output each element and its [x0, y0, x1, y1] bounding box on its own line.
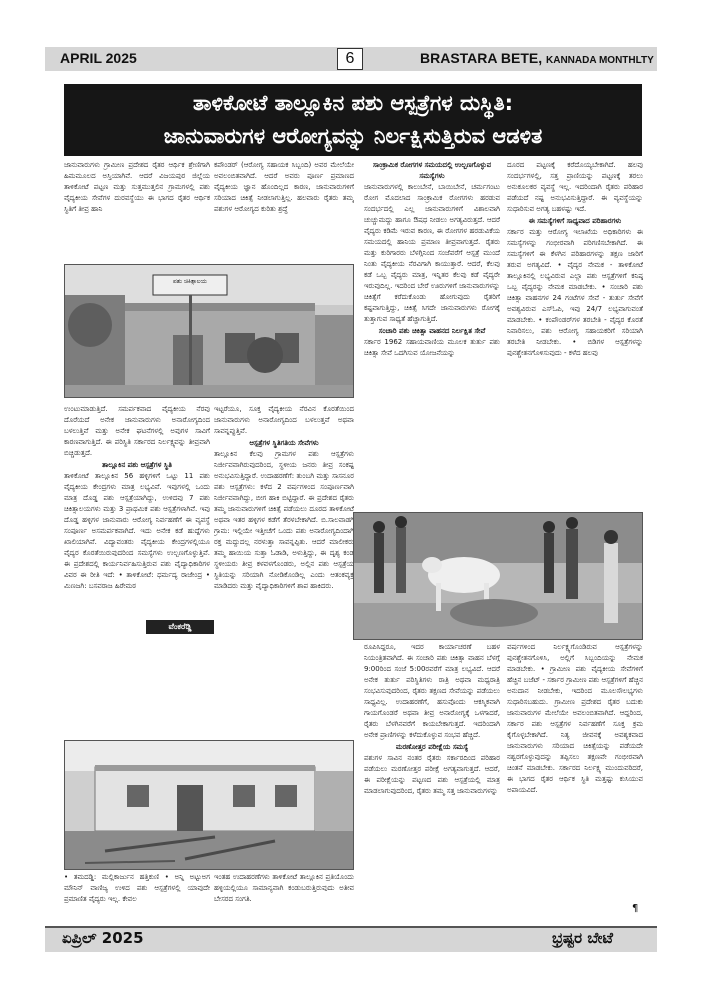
- paragraph: ರೂಪಿಸಿದ್ದರೂ, ಇದರ ಕಾರ್ಯಾಚರಣೆ ಬಹಳ ನಿಯಂತ್ರಿತವಾಗಿದೆ. ಈ ಸಂಚಾರಿ ಪಶು ಚಿಕಿತ್ಸಾ ವಾಹನ ಬೆಳಗ್ಗೆ 9:00ರಿಂದ ಸಂಜೆ 5:00ರವರೆಗೆ ಮಾತ್ರ ಲಭ್ಯವಿದೆ. ಆದರೆ ಅನೇಕ ತುರ್ತು ಪರಿಸ್ಥಿತಿಗಳು ರಾತ್ರಿ ಅಥವಾ ಮಧ್ಯರಾತ್ರಿ ಸಂಭವಿಸುವುದರಿಂದ, ರೈತರು ತಕ್ಷಣದ ಸೇವೆಯನ್ನು ಪಡೆಯಲು ಸಾಧ್ಯವಿಲ್ಲ. ಉದಾಹರಣೆಗೆ, ಹಸುವೊಂದು ಆಕಸ್ಮಿಕವಾಗಿ ಗಾಯಗೊಂಡರೆ ಅಥವಾ ತೀವ್ರ ಅನಾರೋಗ್ಯಕ್ಕೆ ಒಳಗಾದರೆ, ರೈತರು ಬೆಳಗಿನವರೆಗೆ ಕಾಯಬೇಕಾಗುತ್ತದೆ. ಇದರಿಂದಾಗಿ ಅನೇಕ ಪ್ರಾಣಿಗಳನ್ನು ಕಳೆದುಕೊಳ್ಳುವ ಸಂಭವ ಹೆಚ್ಚಿದೆ.: [364, 643, 500, 739]
- old-building-illustration: [65, 741, 354, 870]
- headline-line-2: ಜಾನುವಾರುಗಳ ಆರೋಗ್ಯವನ್ನು ನಿರ್ಲಕ್ಷಿಸುತ್ತಿರುವ ಆಡಳಿತ: [163, 124, 543, 148]
- column-4-bottom: [507, 642, 643, 904]
- paragraph: ಇಂತಹ ಉದಾಹರಣೆಗಳು ತಾಳಿಕೋಟೆ ತಾಲ್ಲೂಕಿನ ಪ್ರತಿಯೊಂದು ಹಳ್ಳಿಯಲ್ಲಿಯೂ ಸಾಮಾನ್ಯವಾಗಿ ಕಂಡುಬರುತ್ತಿರುವುದು ಅತೀವ ಬೇಸರದ ಸಂಗತಿ.: [214, 873, 354, 903]
- column-2-top: [214, 160, 354, 264]
- subheading: ಆಸ್ಪತ್ರೆಗಳ ಸ್ಥಿತಿಗತಿಯ ಸೇವೆಗಳು: [249, 439, 319, 447]
- paragraph: ಪಶುಗಳ ಸಾವಿನ ನಂತರ ರೈತರು ಸರ್ಕಾರದಿಂದ ಪರಿಹಾರ ಪಡೆಯಲು ಮರಣೋತ್ತರ ಪರೀಕ್ಷೆ ಅಗತ್ಯವಾಗುತ್ತದೆ. ಆದರೆ, ಈ ಪರೀಕ್ಷೆಯನ್ನು ಪಟ್ಟಣದ ಪಶು ಆಸ್ಪತ್ರೆಯಲ್ಲಿ ಮಾತ್ರ ಮಾಡಲಾಗುವುದರಿಂದ, ರೈತರು ತಮ್ಮ ಸತ್ತ ಜಾನುವಾರುಗಳನ್ನು: [364, 754, 500, 795]
- paragraph: ತಾಲ್ಲೂಕಿನ ಕೆಲವು ಗ್ರಾಮಗಳ ಪಶು ಆಸ್ಪತ್ರೆಗಳು ನಿರ್ಜೀವವಾಗಿರುವುದರಿಂದ, ಸ್ಥಳೀಯ ಜನರು ತೀವ್ರ ಸಂಕಷ್ಟ ಅನುಭವಿಸುತ್ತಿದ್ದಾರೆ. ಉದಾಹರಣೆಗೆ: ತುಂಬಗಿ ಮತ್ತು ಸಾಸನೂರ ಪಶು ಆಸ್ಪತ್ರೆಗಳು: ಕಳೆದ 2 ವರ್ಷಗಳಿಂದ ಸಂಪೂರ್ಣವಾಗಿ ನಿರ್ಜೀವವಾಗಿದ್ದು, ಬೀಗ ಹಾಕಿ ಬಿಟ್ಟಿದ್ದಾರೆ. ಈ ಪ್ರದೇಶದ ರೈತರು ತಮ್ಮ ಜಾನುವಾರುಗಳಿಗೆ ಚಿಕಿತ್ಸೆ ಪಡೆಯಲು ದೂರದ ತಾಳಿಕೋಟೆ ಅಥವಾ ಇತರ ಹಳ್ಳಿಗಳ ಕಡೆಗೆ ತೆರಳಬೇಕಾಗಿದೆ. ಬಿ.ಸಾಲವಾಡಗಿ ಗ್ರಾಮ: ಇಲ್ಲಿಯೇ ಇತ್ತೀಚೆಗೆ ಒಂದು ಪಶು ಅನಾರೋಗ್ಯದಿಂದಾಗಿ ರಕ್ತ ಮದ್ದುದಲ್ಲ ನರಳುತ್ತಾ ಸಾವನ್ನಪ್ಪಿತು. ಆದರೆ ಮಾಲೀಕರು ತಮ್ಮ ಹಾಯಿಯ ಸುತ್ತಾ ಓಡಾಡಿ, ಅಳುತ್ತಿದ್ದು, ಈ ದೃಶ್ಯ ಕಂಡ ಸ್ಥಳೀಯರು ತೀವ್ರ ಕಳವಳಗೊಂಡರು, ಅಲ್ಲಿನ ಪಶು ಆಸ್ಪತ್ರೆಯ ಸ್ಥಿತಿಯನ್ನು ಸರಿಯಾಗಿ ನೋಡಿಕೊಂಡಿಲ್ಲ ಎಂದು ಆತಂಕವ್ಯಕ್ತ ಮಾಡಿದರು ಮತ್ತು ವೈದ್ಯಾಧಿಕಾರಿಗಳಿಗೆ ಶಾಪ ಹಾಕಿದರು.: [214, 450, 354, 590]
- photo-sign-text: ಪಶು ಚಿಕಿತ್ಸಾಲಯ: [173, 278, 207, 285]
- paragraph: ಸರ್ಕಾರ 1962 ಸಹಾಯವಾಣಿಯ ಮೂಲಕ ತುರ್ತು ಪಶು ಚಿಕಿತ್ಸಾ ಸೇವೆ ಒದಗಿಸುವ ಯೋಜನೆಯನ್ನು: [364, 338, 500, 357]
- paragraph: ವರ್ಷಗಳಿಂದ ನಿರ್ಲಕ್ಷ್ಯಗೊಂಡಿರುವ ಆಸ್ಪತ್ರೆಗಳನ್ನು ಪುನಶ್ಚೇತನಗೊಳಿಸಿ, ಅಲ್ಲಿಗೆ ಸಿಬ್ಬಂದಿಯನ್ನು ನೇಮಕ ಮಾಡಬೇಕು. • ಗ್ರಾಮೀಣ ಪಶು ವೈದ್ಯಕೀಯ ಸೇವೆಗಳಿಗೆ ಹೆಚ್ಚಿನ ಬಜೆಟ್ - ಸರ್ಕಾರ ಗ್ರಾಮೀಣ ಪಶು ಆಸ್ಪತ್ರೆಗಳಿಗೆ ಹೆಚ್ಚಿನ ಅನುದಾನ ನೀಡಬೇಕು, ಇದರಿಂದ ಮೂಲಸೌಲಭ್ಯಗಳು ಸುಧಾರಿಸಬಹುದು. ಗ್ರಾಮೀಣ ಪ್ರದೇಶದ ರೈತರ ಬದುಕು ಜಾನುವಾರುಗಳ ಮೇಲೆಯೇ ಅವಲಂಬಿತವಾಗಿದೆ. ಆದ್ದರಿಂದ, ಸರ್ಕಾರ ಪಶು ಆಸ್ಪತ್ರೆಗಳ ನಿರ್ವಹಣೆಗೆ ಸೂಕ್ತ ಕ್ರಮ ಕೈಗೊಳ್ಳಬೇಕಾಗಿದೆ. ನಿತ್ಯ ಜೀವನಕ್ಕೆ ಅವಶ್ಯಕವಾದ ಜಾನುವಾರುಗಳು ಸರಿಯಾದ ಚಿಕಿತ್ಸೆಯನ್ನು ಪಡೆಯದೇ ನಶ್ವರಗೊಳ್ಳುವುದನ್ನು ತಪ್ಪಿಸಲು ತಕ್ಷಣವೇ ಗಂಭೀರವಾಗಿ ಚಿಂತನೆ ಮಾಡಬೇಕು. ಸರ್ಕಾರದ ನಿರ್ಲಕ್ಷ್ಯ ಮುಂದುವರಿದರೆ, ಈ ಭಾಗದ ರೈತರ ಆರ್ಥಿಕ ಸ್ಥಿತಿ ಮತ್ತಷ್ಟು ಕುಸಿಯುವ ಅಪಾಯವಿದೆ.: [507, 643, 643, 794]
- column-1-middle: [64, 404, 210, 734]
- column-1-bottom: [64, 872, 210, 920]
- photo-cattle-crowd: [353, 512, 643, 640]
- subheading: ಸಾಂಕ್ರಾಮಿಕ ರೋಗಗಳ ಸಮಯದಲ್ಲಿ ಉಲ್ಬಣಗೊಳ್ಳುವ ಸಮಸ್ಯೆಗಳು: [372, 161, 492, 180]
- subheading: ಈ ಸಮಸ್ಯೆಗಳಿಗೆ ಸಾಧ್ಯವಾದ ಪರಿಹಾರಗಳು: [528, 217, 622, 225]
- paragraph: ಜಾನುವಾರುಗಳಲ್ಲಿ ಕಾಲುಬೇನೆ, ಬಾಯಿಬೇನೆ, ಚರ್ಮಗಂಟು ರೋಗ ಮೊದಲಾದ ಸಾಂಕ್ರಾಮಿಕ ರೋಗಗಳು ಹರಡುವ ಸಂದರ್ಭದಲ್ಲಿ ಎಲ್ಲ ಜಾನುವಾರುಗಳಿಗೆ ವಿಶಾಲವಾಗಿ ಚುಚ್ಚುಮದ್ದು ಹಾಗೂ ಔಷಧ ನೀಡಲು ಅಗತ್ಯವಿರುತ್ತದೆ. ಆದರೆ ವೈದ್ಯರು ಕಡಿಮೆ ಇರುವ ಕಾರಣ, ಈ ರೋಗಗಳ ಹರಡುವಿಕೆಯ ಸಮಯದಲ್ಲಿ ಹಾನಿಯ ಪ್ರಮಾಣ ತೀವ್ರವಾಗುತ್ತದೆ. ರೈತರು ಮತ್ತು ಕುರಿಗಾರರು ಬೆಳಗ್ಗಿನಿಂದ ಸಂಜೆವರೆಗೆ ಆಸ್ಪತ್ರೆ ಮುಂದೆ ನಿಂತು ವೈದ್ಯಕೀಯ ನೆರವಿಗಾಗಿ ಕಾಯುತ್ತಾರೆ. ಆದರೆ, ಕೆಲವು ಕಡೆ ಒಬ್ಬ ವೈದ್ಯರು ಮಾತ್ರ, ಇನ್ನಿತರ ಕೆಲವು ಕಡೆ ವೈದ್ಯರೇ ಇರುವುದಿಲ್ಲ. ಇದರಿಂದ ಬೇರೆ ಊರುಗಳಿಗೆ ಜಾನುವಾರುಗಳನ್ನು ಚಿಕಿತ್ಸೆಗೆ ಕರೆದುಕೊಂಡು ಹೋಗುವುದು ರೈತರಿಗೆ ಕಷ್ಟವಾಗುತ್ತಿದ್ದು, ಚಿಕಿತ್ಸೆ ಸಿಗದೇ ಜಾನುವಾರುಗಳು ರೋಗಕ್ಕೆ ತುತ್ತಾಗುವ ಸಾಧ್ಯತೆ ಹೆಚ್ಚಾಗುತ್ತಿದೆ.: [364, 183, 500, 323]
- end-of-article-mark: ¶: [632, 903, 639, 914]
- paragraph: ಸರ್ಕಾರ ಮತ್ತು ಆರೋಗ್ಯ ಇಲಾಖೆಯ ಅಧಿಕಾರಿಗಳು ಈ ಸಮಸ್ಯೆಗಳನ್ನು ಗಂಭೀರವಾಗಿ ಪರಿಗಣಿಸಬೇಕಾಗಿದೆ. ಈ ಸಮಸ್ಯೆಗಳಿಗೆ ಈ ಕೆಳಗಿನ ಪರಿಹಾರಗಳನ್ನು ತಕ್ಷಣ ಜಾರಿಗೆ ತರುವ ಅಗತ್ಯವಿದೆ. • ವೈದ್ಯರ ನೇಮಕ - ತಾಳಿಕೋಟೆ ತಾಲ್ಲೂಕಿನಲ್ಲಿ ಲಭ್ಯವಿರುವ ಎಲ್ಲಾ ಪಶು ಆಸ್ಪತ್ರೆಗಳಿಗೆ ಕನಿಷ್ಠ ಒಬ್ಬ ವೈದ್ಯರನ್ನು ನೇಮಕ ಮಾಡಬೇಕು. • ಸಂಚಾರಿ ಪಶು ಚಿಕಿತ್ಸಾ ವಾಹನಗಳ 24 ಗಂಟೆಗಳ ಸೇವೆ - ತುರ್ತು ಸೇವೆಗೆ ಅವಶ್ಯವಿರುವ ಎಸ್‌ಓಪಿ, ಇವು 24/7 ಲಭ್ಯವಾಗುವಂತೆ ಮಾಡಬೇಕು. • ಕಂಪೌಂಡರ್‌ಗಳ ತರಬೇತಿ - ವೈದ್ಯರ ಕೊರತೆ ನಿವಾರಿಸಲು, ಪಶು ಆರೋಗ್ಯ ಸಹಾಯಕರಿಗೆ ಸರಿಯಾಗಿ ತರಬೇತಿ ನೀಡಬೇಕು. • ಬಿಡಿಗಳ ಆಸ್ಪತ್ರೆಗಳನ್ನು ಪುನಶ್ಚೇತನಗೊಳಿಸುವುದು - ಕಳೆದ ಹಲವು: [507, 228, 643, 357]
- column-2-middle: [214, 404, 354, 734]
- magazine-name: [420, 50, 654, 66]
- photo-veterinary-building: [64, 264, 354, 398]
- photo-old-hospital-building: [64, 740, 354, 870]
- paragraph: • ತಮದಡ್ಡಿ: ಮಲ್ಲಿಕಾರ್ಜುನ ಹತ್ತಿಕುಣಿ • ಅನ್ನಿ ಅಟ್ಟುಅಗ ಮೌನಿನ್ ವಾಣಿಜ್ಯ ಉಳಿದ ಪಶು ಆಸ್ಪತ್ರೆಗಳಲ್ಲಿ ಯಾವುದೇ ಪ್ರಮಾಣಿತ ವೈದ್ಯರು ಇಲ್ಲ. ಕೇವಲ: [64, 873, 210, 903]
- subheading: ಮರಣೋತ್ತರ ಪರೀಕ್ಷೆಯ ಸಮಸ್ಯೆ: [395, 743, 469, 751]
- footer-date: ಏಪ್ರಿಲ್ 2025: [62, 929, 144, 947]
- column-3-bottom: [364, 642, 500, 912]
- magazine-subtitle: KANNADA MONTHLTY: [546, 55, 654, 66]
- headline-banner: [64, 84, 642, 156]
- paragraph: ಇಟ್ಟರೆಯೂ, ಸೂಕ್ತ ವೈದ್ಯಕೀಯ ನೆರವಿನ ಕೊರತೆಯಿಂದ ಜಾನುವಾರುಗಳು ಅನಾರೋಗ್ಯದಿಂದ ಬಳಲುತ್ತವೆ ಅಥವಾ ಸಾವನ್ನಪ್ಪುತ್ತಿವೆ.: [214, 405, 354, 435]
- page-number: 6: [337, 48, 363, 70]
- footer-title: ಭ್ರಷ್ಟರ ಬೇಟೆ: [552, 929, 613, 947]
- subheading: ತಾಲ್ಲೂಕಿನ ಪಶು ಆಸ್ಪತ್ರೆಗಳ ಸ್ಥಿತಿ: [102, 461, 172, 469]
- column-4-top: [507, 160, 643, 512]
- paragraph: ಉಂಟುಮಾಡುತ್ತಿದೆ. ಸಮರ್ಪಕವಾದ ವೈದ್ಯಕೀಯ ನೆರವು ದೊರೆಯದೆ ಅನೇಕ ಜಾನುವಾರುಗಳು ಅನಾರೋಗ್ಯದಿಂದ ಬಳಲುತ್ತಿವೆ ಮತ್ತು ಅನೇಕ ಘಟನೆಗಳಲ್ಲಿ ಅವುಗಳ ಸಾವಿಗೆ ಕಾರಣವಾಗುತ್ತಿದೆ. ಈ ಪರಿಸ್ಥಿತಿ ಸರ್ಕಾರದ ನಿರ್ಲಕ್ಷ್ಯವನ್ನು ತೀವ್ರವಾಗಿ ಬಿಚ್ಚಿಡುತ್ತದೆ.: [64, 405, 210, 457]
- paragraph: ದೂರದ ಪಟ್ಟಣಕ್ಕೆ ಕರೆದೊಯ್ಯಬೇಕಾಗಿದೆ. ಹಲವು ಸಂದರ್ಭಗಳಲ್ಲಿ, ಸತ್ತ ಪ್ರಾಣಿಯನ್ನು ಪಟ್ಟಣಕ್ಕೆ ತರಲು ಅನುಕೂಲಕರ ವ್ಯವಸ್ಥೆ ಇಲ್ಲ. ಇದರಿಂದಾಗಿ ರೈತರು ಪರಿಹಾರ ಪಡೆಯದೆ ನಷ್ಟ ಅನುಭವಿಸುತ್ತಿದ್ದಾರೆ. ಈ ವ್ಯವಸ್ಥೆಯನ್ನು ಸುಧಾರಿಸುವ ಅಗತ್ಯ ಬಹಳಷ್ಟು ಇದೆ.: [507, 161, 643, 213]
- column-1-top: [64, 160, 210, 264]
- column-3-top: [364, 160, 500, 512]
- cattle-illustration: [354, 513, 643, 640]
- author-badge: ವೆಂಕರೆಡ್ಡಿ: [146, 620, 214, 634]
- magazine-title: BRASTARA BETE,: [420, 50, 543, 66]
- headline-line-1: ತಾಳಿಕೋಟೆ ತಾಲ್ಲೂಕಿನ ಪಶು ಆಸ್ಪತ್ರೆಗಳ ದುಸ್ಥಿತಿ:: [192, 91, 514, 115]
- column-2-bottom: [214, 872, 354, 920]
- paragraph: ತಾಳಿಕೋಟೆ ತಾಲ್ಲೂಕಿನ 56 ಹಳ್ಳಿಗಳಿಗೆ ಒಟ್ಟು 11 ಪಶು ವೈದ್ಯಕೀಯ ಕೇಂದ್ರಗಳು ಮಾತ್ರ ಲಭ್ಯವಿವೆ. ಇವುಗಳಲ್ಲಿ ಒಂದು ಮಾತ್ರ ದೊಡ್ಡ ಪಶು ಆಸ್ಪತ್ರೆಯಾಗಿದ್ದು, ಉಳಿದವು 7 ಪಶು ಚಿಕಿತ್ಸಾಲಯಗಳು ಮತ್ತು 3 ಪ್ರಾಥಮಿಕ ಪಶು ಆಸ್ಪತ್ರೆಗಳಾಗಿವೆ. ಇವು ದೊಡ್ಡ ಹಳ್ಳಿಗಳ ಜಾನುವಾರು ಆರೋಗ್ಯ ನಿರ್ವಹಣೆಗೆ ಈ ವ್ಯವಸ್ಥೆ ಸಂಪೂರ್ಣ ಅಸಮರ್ಪಕವಾಗಿದೆ. ಇದು ಅನೇಕ ಕಡೆ ಹುದ್ದೆಗಳು ಖಾಲಿಯಾಗಿವೆ. ವಿದ್ಯಾವಂತರು ವೈದ್ಯಕೀಯ ಕೇಂದ್ರಗಳಲ್ಲಿಯೂ ವೈದ್ಯರ ಕೊರತೆಯಿರುವುದರಿಂದ ಸಮಸ್ಯೆಗಳು ಉಲ್ಬಣಗೊಳ್ಳುತ್ತಿವೆ. ಈ ಪ್ರದೇಶದಲ್ಲಿ ಕಾರ್ಯನಿರ್ವಹಿಸುತ್ತಿರುವ ಪಶು ವೈದ್ಯಾಧಿಕಾರಿಗಳ ವಿವರ ಈ ರೀತಿ ಇದೆ: • ತಾಳಿಕೋಟೆ: ಧರ್ಮದ್ಯ ರಾಜೇಂದ್ರ • ಮಿಣಜಗಿ: ಬಸವರಾಜ ಹಿರೇಮಠ: [64, 472, 210, 590]
- header-date: APRIL 2025: [60, 50, 137, 66]
- subheading: ಸಂಚಾರಿ ಪಶು ಚಿಕಿತ್ಸಾ ವಾಹನದ ನಿರ್ಲಕ್ಷಿತ ಸೇವೆ: [378, 327, 486, 335]
- paragraph: ಕಪೌಂಡರ್ (ಆರೋಗ್ಯ ಸಹಾಯಕ ಸಿಬ್ಬಂದಿ) ಅವರ ಮೇಲೆಯೇ ಅವಲಂಬಿತವಾಗಿದೆ. ಆದರೆ ಅವರು ಪೂರ್ಣ ಪ್ರಮಾಣದ ವೈದ್ಯಕೀಯ ಜ್ಞಾನ ಹೊಂದಿಲ್ಲದ ಕಾರಣ, ಜಾನುವಾರುಗಳಿಗೆ ಸರಿಯಾದ ಚಿಕಿತ್ಸೆ ನೀಡಲಾಗುತ್ತಿಲ್ಲ. ಹಲವಾರು ರೈತರು ತಮ್ಮ ಪಶುಗಳ ಆರೋಗ್ಯದ ಕುರಿತು ಶ್ರದ್ಧೆ: [214, 161, 354, 213]
- paragraph: ಜಾನುವಾರುಗಳು ಗ್ರಾಮೀಣ ಪ್ರದೇಶದ ರೈತರ ಆರ್ಥಿಕ ಶ್ರೇಣಿಗಾಗಿ ಹಿಮಮೂಲದ ಅಸ್ತಿಯಾಗಿವೆ. ಆದರೆ ವಿಜಯಪುರ ಜಿಲ್ಲೆಯ ತಾಳಿಕೋಟೆ ಪಟ್ಟಣ ಮತ್ತು ಸುತ್ತಮುತ್ತಲಿನ ಗ್ರಾಮಗಳಲ್ಲಿ ಪಶು ವೈದ್ಯಕೀಯ ಸೇವೆಗಳ ದುರವಸ್ಥೆಯು ಈ ಭಾಗದ ರೈತರ ಆರ್ಥಿಕ ಸ್ಥಿತಿಗೆ ತೀವ್ರ ಹಾನಿ: [64, 161, 210, 213]
